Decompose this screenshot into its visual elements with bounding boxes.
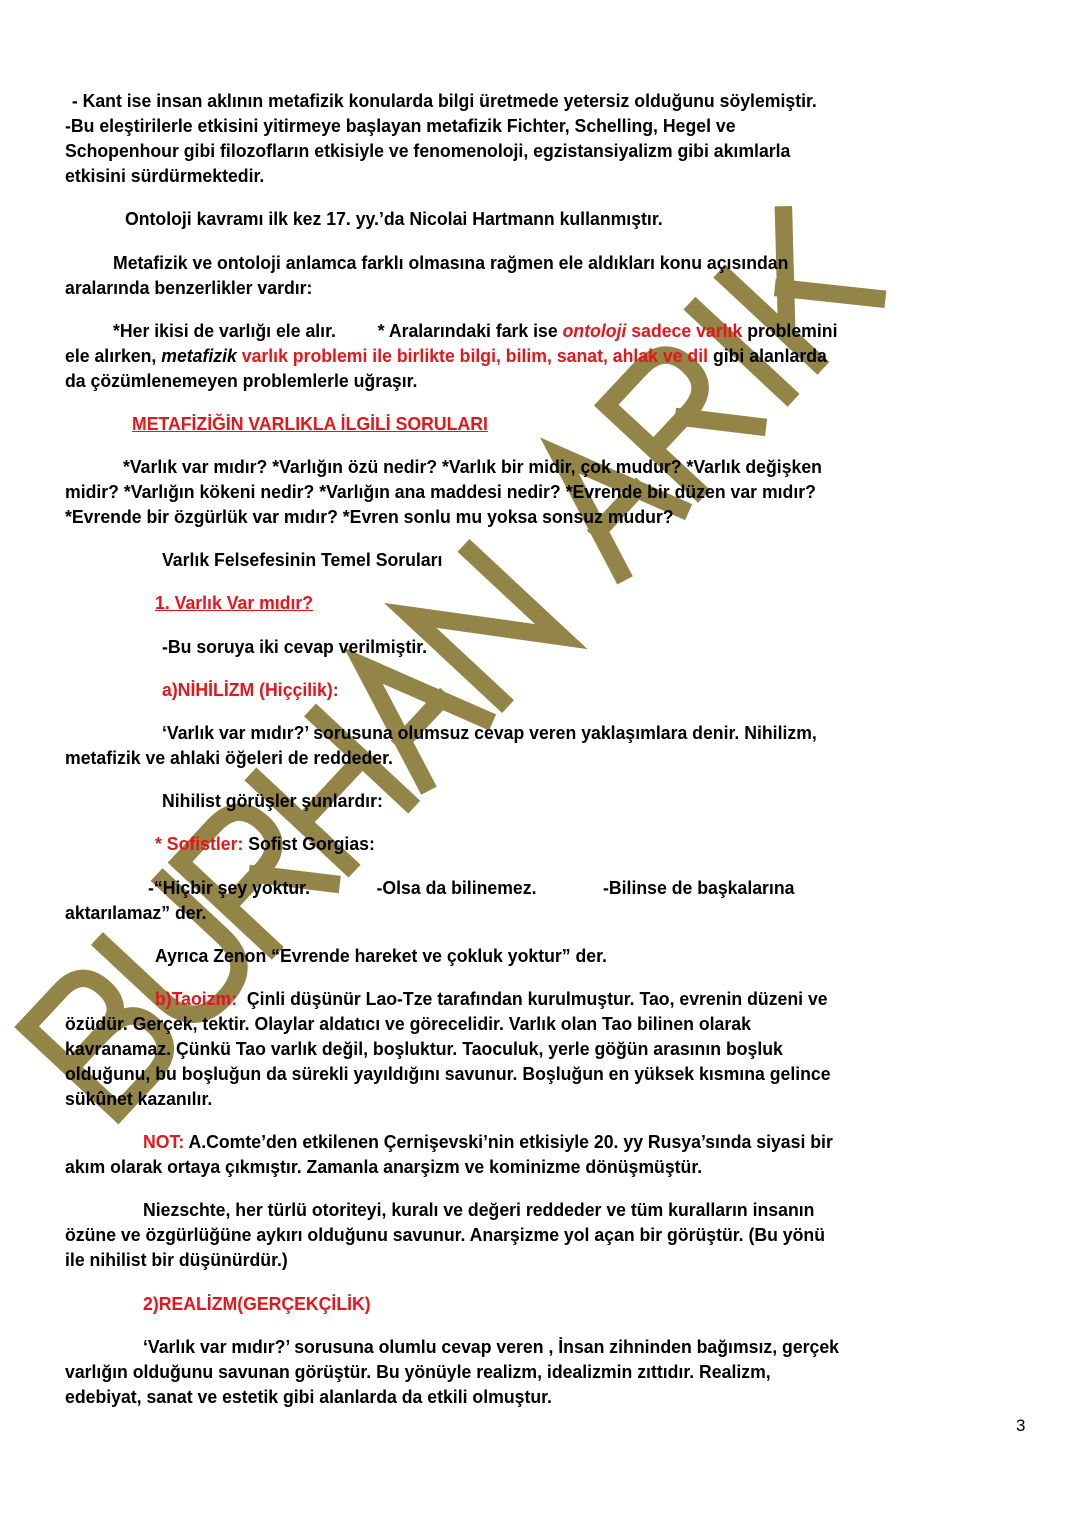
realism-heading: 2)REALİZM(GERÇEKÇİLİK) [143,1293,371,1314]
text-line: kavranamaz. Çünkü Tao varlık değil, boşluktur. Taoculuk, yerle göğün arasının boşluk [65,1038,783,1059]
text-line: özüne ve özgürlüğüne aykırı olduğunu savunur. Anarşizme yol açan bir görüştür. (Bu yönü [65,1224,825,1245]
text-line: -Bu soruya iki cevap verilmiştir. [162,636,428,657]
text-line: *Varlık var mıdır? *Varlığın özü nedir? *Varlık bir midir, çok mudur? *Varlık değişken [123,456,822,477]
subheading: Varlık Felsefesinin Temel Soruları [162,549,443,570]
text-line: sükûnet kazanılır. [65,1088,213,1109]
text-line: Nihilist görüşler şunlardır: [162,790,383,811]
text-line [65,345,827,367]
label-not: NOT: [143,1131,185,1152]
text-line: olduğunu, bu boşluğun da sürekli yayıldığını savunur. Boşluğun en yüksek kısmına gelince [65,1063,831,1084]
text: -Bilinse de başkalarına [603,877,795,898]
highlight-text: sadece varlık [626,320,743,341]
text: * Aralarındaki fark ise [377,320,563,341]
text-line [155,988,828,1010]
text-line: Ontoloji kavramı ilk kez 17. yy.’da Nicolai Hartmann kullanmıştır. [125,208,663,229]
text-line: ‘Varlık var mıdır?’ sorusuna olumsuz cevap veren yaklaşımlara denir. Nihilizm, [162,722,817,743]
text: gibi alanlarda [708,345,827,366]
text-line: edebiyat, sanat ve estetik gibi alanlarda da etkili olmuştur. [65,1386,552,1407]
label-taoizm: b)Taoizm: [155,988,238,1009]
text-line: metafizik ve ahlaki öğeleri de reddeder. [65,747,393,768]
text: ele alırken, [65,345,162,366]
question-heading: 1. Varlık Var mıdır? [155,592,314,613]
text-line: midir? *Varlığın kökeni nedir? *Varlığın ana maddesi nedir? *Evrende bir düzen var mıdır? [65,481,816,502]
text-line: özüdür. Gerçek, tektir. Olaylar aldatıcı ve görecelidir. Varlık olan Tao bilinen olarak [65,1013,751,1034]
text-line [155,833,375,855]
text-line: Ayrıca Zenon “Evrende hareket ve çokluk yoktur” der. [155,945,607,966]
text-line: aralarında benzerlikler vardır: [65,277,313,298]
text: problemini [742,320,838,341]
text-line [143,1131,833,1153]
text: Çinli düşünür Lao-Tze tarafından kurulmuştur. Tao, evrenin düzeni ve [237,988,828,1009]
text: *Her ikisi de varlığı ele alır. [113,320,336,341]
text-line: Schopenhour gibi filozofların etkisiyle ve fenomenoloji, egzistansiyalizm gibi akımlarla [65,140,791,161]
text: A.Comte’den etkilenen Çernişevski’nin etkisiyle 20. yy Rusya’sında siyasi bir [184,1131,833,1152]
section-heading: METAFİZİĞİN VARLIKLA İLGİLİ SORULARI [132,413,488,434]
label-sofistler: * Sofistler: [155,833,244,854]
text-line: da çözümlenemeyen problemlerle uğraşır. [65,370,418,391]
text: -“Hiçbir şey yoktur. [148,877,310,898]
text-line: Niezschte, her türlü otoriteyi, kuralı ve değeri reddeder ve tüm kuralların insanın [143,1199,815,1220]
page-number: 3 [1016,1416,1026,1435]
watermark-letter [180,798,331,947]
text-line: akım olarak ortaya çıkmıştır. Zamanla anarşizm ve kominizme dönüşmüştür. [65,1156,703,1177]
term-metafizik: metafizik [161,345,237,366]
text-line [148,877,794,899]
text-line: etkisini sürdürmektedir. [65,165,265,186]
text-line: Metafizik ve ontoloji anlamca farklı olmasına rağmen ele aldıkları konu açısından [113,252,789,273]
text-line: - Kant ise insan aklının metafizik konularda bilgi üretmede yetersiz olduğunu söylemiştir. [62,90,817,111]
text-line: varlığın olduğunu savunan görüştür. Bu yönüyle realizm, idealizmin zıttıdır. Realizm, [65,1361,771,1382]
text-line: ile nihilist bir düşünürdür.) [65,1249,288,1270]
nihilism-heading: a)NİHİLİZM (Hiççilik): [162,679,339,700]
highlight-text: varlık problemi ile birlikte bilgi, bilim, sanat, ahlak ve dil [236,345,709,366]
text-line: -Bu eleştirilerle etkisini yitirmeye başlayan metafizik Fichter, Schelling, Hegel ve [65,115,736,136]
text-line: ‘Varlık var mıdır?’ sorusuna olumlu cevap veren , İnsan zihninden bağımsız, gerçek [143,1336,840,1357]
text-line: *Evrende bir özgürlük var mıdır? *Evren sonlu mu yoksa sonsuz mudur? [65,506,674,527]
text: Sofist Gorgias: [243,833,375,854]
term-ontoloji: ontoloji [562,320,627,341]
text-line [113,320,837,342]
text: -Olsa da bilinemez. [376,877,537,898]
text-line: aktarılamaz” der. [65,902,207,923]
watermark-letter [410,551,561,700]
